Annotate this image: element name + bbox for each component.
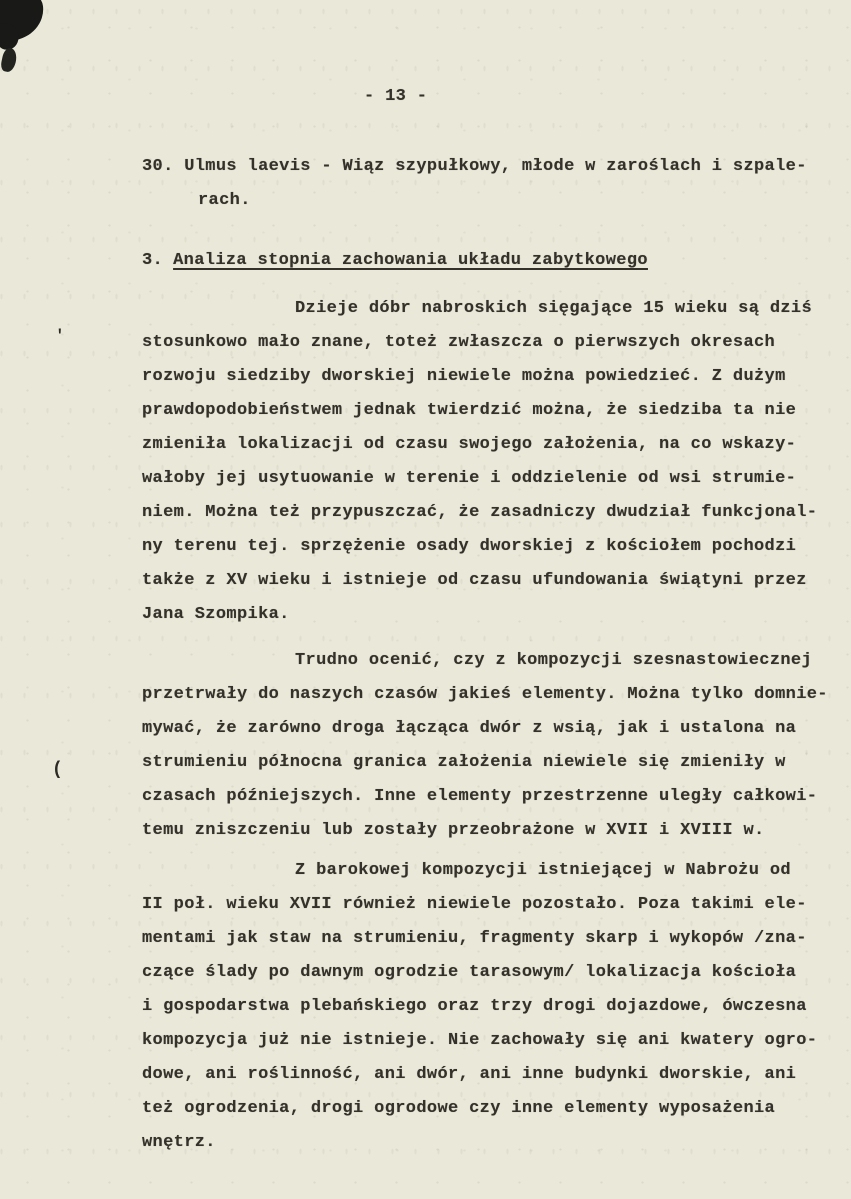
text-line: strumieniu północna granica założenia niewiele się zmieniły w <box>142 753 786 772</box>
text-line: Trudno ocenić, czy z kompozycji szesnastowiecznej <box>295 651 813 670</box>
text-line: rach. <box>198 191 251 210</box>
text-line: wałoby jej usytuowanie w terenie i oddzielenie od wsi strumie- <box>142 469 797 488</box>
text-line: czące ślady po dawnym ogrodzie tarasowym/ lokalizacja kościoła <box>142 963 797 982</box>
text-line: także z XV wieku i istnieje od czasu ufundowania świątyni przez <box>142 571 807 590</box>
text-line: czasach późniejszych. Inne elementy przestrzenne uległy całkowi- <box>142 787 818 806</box>
text-line: Dzieje dóbr nabroskich sięgające 15 wieku są dziś <box>295 299 813 318</box>
page-number: - 13 - <box>364 87 428 106</box>
text-line: rozwoju siedziby dworskiej niewiele można powiedzieć. Z dużym <box>142 367 786 386</box>
text-line: i gospodarstwa plebańskiego oraz trzy drogi dojazdowe, ówczesna <box>142 997 807 1016</box>
list-item-30 <box>142 150 825 218</box>
text-line: kompozycja już nie istnieje. Nie zachowały się ani kwatery ogro- <box>142 1031 818 1050</box>
text-line: też ogrodzenia, drogi ogrodowe czy inne elementy wyposażenia <box>142 1099 776 1118</box>
text-line: niem. Można też przypuszczać, że zasadniczy dwudział funkcjonal- <box>142 503 818 522</box>
paragraph <box>142 292 825 632</box>
text-line: II poł. wieku XVII również niewiele pozostało. Poza takimi ele- <box>142 895 807 914</box>
text-line: ny terenu tej. sprzężenie osady dworskiej z kościołem pochodzi <box>142 537 797 556</box>
scan-artifact-stray-mark: ( <box>52 760 64 780</box>
paragraph <box>142 854 825 1160</box>
text-line: stosunkowo mało znane, toteż zwłaszcza o pierwszych okresach <box>142 333 776 352</box>
text-line: Z barokowej kompozycji istniejącej w Nabrożu od <box>295 861 791 880</box>
text-line: przetrwały do naszych czasów jakieś elementy. Można tylko domnie- <box>142 685 828 704</box>
text-line: 30. Ulmus laevis - Wiąz szypułkowy, młode w zaroślach i szpale- <box>142 157 807 176</box>
section-number: 3. <box>142 251 164 270</box>
section-title: Analiza stopnia zachowania układu zabytkowego <box>173 251 648 270</box>
text-line: mywać, że zarówno droga łącząca dwór z wsią, jak i ustalona na <box>142 719 797 738</box>
text-line: zmieniła lokalizacji od czasu swojego założenia, na co wskazy- <box>142 435 797 454</box>
text-line: Jana Szompika. <box>142 605 290 624</box>
text-line: temu zniszczeniu lub zostały przeobrażone w XVII i XVIII w. <box>142 821 765 840</box>
text-line: prawdopodobieństwem jednak twierdzić można, że siedziba ta nie <box>142 401 797 420</box>
text-line: dowe, ani roślinność, ani dwór, ani inne budynki dworskie, ani <box>142 1065 797 1084</box>
text-line: mentami jak staw na strumieniu, fragmenty skarp i wykopów /zna- <box>142 929 807 948</box>
scan-artifact-stray-mark: ' <box>55 327 65 345</box>
paragraph <box>142 644 828 848</box>
section-heading <box>142 244 825 278</box>
text-line: wnętrz. <box>142 1133 216 1152</box>
